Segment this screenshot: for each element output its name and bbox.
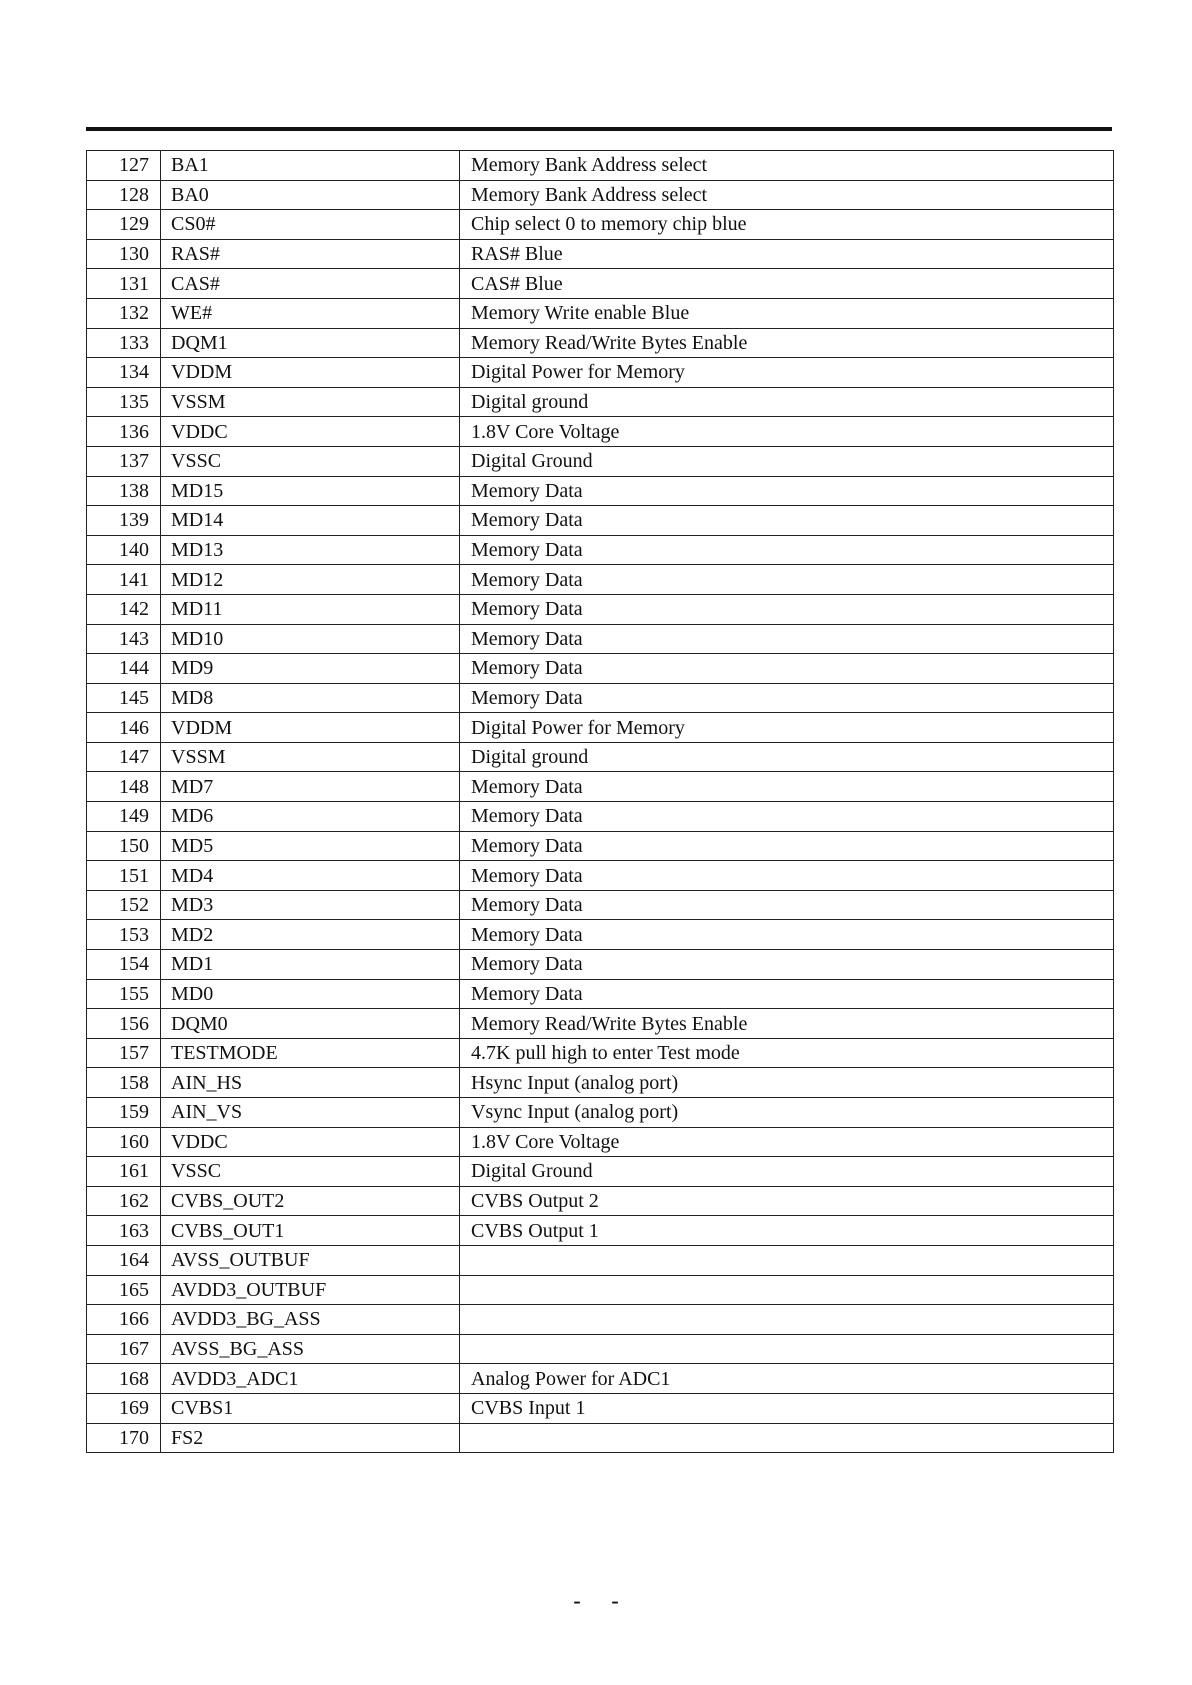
table-row <box>87 861 1114 891</box>
pin-number-cell: 145 <box>87 683 161 713</box>
pin-number-cell: 135 <box>87 387 161 417</box>
pin-number-cell: 170 <box>87 1423 161 1453</box>
table-row <box>87 979 1114 1009</box>
pin-name-cell: WE# <box>161 298 460 328</box>
table-row <box>87 387 1114 417</box>
pin-name-cell: VDDC <box>161 417 460 447</box>
pin-number-cell: 157 <box>87 1038 161 1068</box>
table-row <box>87 1009 1114 1039</box>
pin-description-cell: Memory Write enable Blue <box>460 298 1114 328</box>
pin-number-cell: 144 <box>87 654 161 684</box>
pin-description-cell <box>460 1334 1114 1364</box>
pin-name-cell: MD9 <box>161 654 460 684</box>
pin-description-cell: Memory Bank Address select <box>460 151 1114 181</box>
pin-table-body <box>87 151 1114 1453</box>
pin-number-cell: 155 <box>87 979 161 1009</box>
pin-description-cell: Memory Data <box>460 624 1114 654</box>
table-row <box>87 210 1114 240</box>
pin-name-cell: MD2 <box>161 920 460 950</box>
pin-description-cell: Digital Ground <box>460 1157 1114 1187</box>
pin-description-cell: Memory Data <box>460 802 1114 832</box>
pin-name-cell: CAS# <box>161 269 460 299</box>
pin-number-cell: 162 <box>87 1186 161 1216</box>
pin-number-cell: 160 <box>87 1127 161 1157</box>
pin-number-cell: 156 <box>87 1009 161 1039</box>
pin-description-cell: Memory Data <box>460 979 1114 1009</box>
pin-name-cell: MD0 <box>161 979 460 1009</box>
table-row <box>87 890 1114 920</box>
table-row <box>87 328 1114 358</box>
pin-number-cell: 133 <box>87 328 161 358</box>
table-row <box>87 1098 1114 1128</box>
table-row <box>87 594 1114 624</box>
table-row <box>87 506 1114 536</box>
table-row <box>87 358 1114 388</box>
pin-number-cell: 129 <box>87 210 161 240</box>
table-row <box>87 772 1114 802</box>
pin-number-cell: 168 <box>87 1364 161 1394</box>
pin-name-cell: VDDC <box>161 1127 460 1157</box>
pin-description-cell: 4.7K pull high to enter Test mode <box>460 1038 1114 1068</box>
pin-number-cell: 164 <box>87 1245 161 1275</box>
pin-name-cell: MD7 <box>161 772 460 802</box>
pin-number-cell: 165 <box>87 1275 161 1305</box>
pin-number-cell: 152 <box>87 890 161 920</box>
pin-name-cell: CS0# <box>161 210 460 240</box>
table-row <box>87 802 1114 832</box>
pin-name-cell: MD8 <box>161 683 460 713</box>
table-row <box>87 683 1114 713</box>
pin-name-cell: MD4 <box>161 861 460 891</box>
pin-name-cell: VSSM <box>161 742 460 772</box>
pin-number-cell: 141 <box>87 565 161 595</box>
table-row <box>87 1157 1114 1187</box>
pin-name-cell: BA0 <box>161 180 460 210</box>
pin-name-cell: CVBS_OUT2 <box>161 1186 460 1216</box>
pin-description-cell: Digital Power for Memory <box>460 713 1114 743</box>
pin-description-cell: Digital ground <box>460 742 1114 772</box>
pin-number-cell: 154 <box>87 950 161 980</box>
pin-name-cell: MD10 <box>161 624 460 654</box>
table-row <box>87 624 1114 654</box>
pin-number-cell: 147 <box>87 742 161 772</box>
pin-number-cell: 150 <box>87 831 161 861</box>
pin-description-cell: Analog Power for ADC1 <box>460 1364 1114 1394</box>
pin-name-cell: TESTMODE <box>161 1038 460 1068</box>
pin-name-cell: AVSS_BG_ASS <box>161 1334 460 1364</box>
pin-description-cell: Memory Bank Address select <box>460 180 1114 210</box>
pin-description-cell: Vsync Input (analog port) <box>460 1098 1114 1128</box>
table-row <box>87 1423 1114 1453</box>
pin-description-cell: Memory Data <box>460 683 1114 713</box>
table-row <box>87 1275 1114 1305</box>
table-row <box>87 269 1114 299</box>
pin-name-cell: AIN_VS <box>161 1098 460 1128</box>
table-row <box>87 1393 1114 1423</box>
pin-description-cell: Digital ground <box>460 387 1114 417</box>
pin-number-cell: 169 <box>87 1393 161 1423</box>
pin-description-cell: Memory Data <box>460 890 1114 920</box>
page-footer <box>0 1588 1192 1614</box>
pin-number-cell: 159 <box>87 1098 161 1128</box>
table-row <box>87 298 1114 328</box>
pin-name-cell: MD14 <box>161 506 460 536</box>
pin-table <box>86 150 1114 1453</box>
pin-description-cell: RAS# Blue <box>460 239 1114 269</box>
pin-description-cell: Memory Data <box>460 506 1114 536</box>
pin-description-cell: Memory Read/Write Bytes Enable <box>460 1009 1114 1039</box>
table-row <box>87 1038 1114 1068</box>
footer-dash-left: - <box>573 1588 581 1613</box>
pin-number-cell: 161 <box>87 1157 161 1187</box>
pin-name-cell: MD3 <box>161 890 460 920</box>
table-row <box>87 1127 1114 1157</box>
pin-number-cell: 140 <box>87 535 161 565</box>
pin-description-cell: Digital Ground <box>460 446 1114 476</box>
pin-description-cell: Memory Data <box>460 920 1114 950</box>
pin-name-cell: AVDD3_OUTBUF <box>161 1275 460 1305</box>
pin-name-cell: CVBS1 <box>161 1393 460 1423</box>
pin-name-cell: VSSM <box>161 387 460 417</box>
pin-description-cell <box>460 1305 1114 1335</box>
pin-number-cell: 131 <box>87 269 161 299</box>
pin-name-cell: VSSC <box>161 1157 460 1187</box>
table-row <box>87 742 1114 772</box>
table-row <box>87 151 1114 181</box>
pin-number-cell: 132 <box>87 298 161 328</box>
pin-number-cell: 158 <box>87 1068 161 1098</box>
pin-description-cell <box>460 1245 1114 1275</box>
pin-name-cell: AVDD3_BG_ASS <box>161 1305 460 1335</box>
table-row <box>87 1216 1114 1246</box>
pin-description-cell: Memory Data <box>460 535 1114 565</box>
table-row <box>87 920 1114 950</box>
pin-description-cell: Memory Data <box>460 654 1114 684</box>
pin-name-cell: MD1 <box>161 950 460 980</box>
pin-description-cell: Memory Data <box>460 594 1114 624</box>
table-row <box>87 1334 1114 1364</box>
pin-name-cell: DQM0 <box>161 1009 460 1039</box>
table-row <box>87 1068 1114 1098</box>
pin-number-cell: 149 <box>87 802 161 832</box>
pin-number-cell: 137 <box>87 446 161 476</box>
pin-name-cell: BA1 <box>161 151 460 181</box>
table-row <box>87 713 1114 743</box>
pin-name-cell: RAS# <box>161 239 460 269</box>
pin-name-cell: FS2 <box>161 1423 460 1453</box>
pin-number-cell: 146 <box>87 713 161 743</box>
pin-number-cell: 128 <box>87 180 161 210</box>
pin-name-cell: CVBS_OUT1 <box>161 1216 460 1246</box>
pin-description-cell <box>460 1275 1114 1305</box>
pin-number-cell: 143 <box>87 624 161 654</box>
table-row <box>87 1364 1114 1394</box>
pin-number-cell: 142 <box>87 594 161 624</box>
pin-description-cell: 1.8V Core Voltage <box>460 1127 1114 1157</box>
table-row <box>87 180 1114 210</box>
pin-number-cell: 153 <box>87 920 161 950</box>
pin-number-cell: 138 <box>87 476 161 506</box>
pin-number-cell: 151 <box>87 861 161 891</box>
pin-description-cell: Memory Data <box>460 476 1114 506</box>
pin-name-cell: VSSC <box>161 446 460 476</box>
pin-name-cell: AIN_HS <box>161 1068 460 1098</box>
table-row <box>87 1186 1114 1216</box>
table-row <box>87 565 1114 595</box>
pin-description-cell: CVBS Output 1 <box>460 1216 1114 1246</box>
pin-description-cell: Digital Power for Memory <box>460 358 1114 388</box>
pin-name-cell: DQM1 <box>161 328 460 358</box>
pin-description-cell <box>460 1423 1114 1453</box>
table-row <box>87 239 1114 269</box>
pin-description-cell: Memory Data <box>460 861 1114 891</box>
table-row <box>87 476 1114 506</box>
pin-name-cell: MD11 <box>161 594 460 624</box>
pin-number-cell: 134 <box>87 358 161 388</box>
pin-number-cell: 136 <box>87 417 161 447</box>
pin-description-cell: CAS# Blue <box>460 269 1114 299</box>
table-row <box>87 417 1114 447</box>
table-row <box>87 831 1114 861</box>
table-row <box>87 535 1114 565</box>
pin-number-cell: 130 <box>87 239 161 269</box>
pin-description-cell: Memory Data <box>460 565 1114 595</box>
pin-number-cell: 148 <box>87 772 161 802</box>
pin-description-cell: CVBS Output 2 <box>460 1186 1114 1216</box>
pin-name-cell: AVSS_OUTBUF <box>161 1245 460 1275</box>
pin-description-cell: Hsync Input (analog port) <box>460 1068 1114 1098</box>
footer-dash-right: - <box>611 1588 619 1613</box>
pin-name-cell: VDDM <box>161 358 460 388</box>
pin-name-cell: AVDD3_ADC1 <box>161 1364 460 1394</box>
pin-name-cell: MD15 <box>161 476 460 506</box>
table-row <box>87 654 1114 684</box>
pin-description-cell: 1.8V Core Voltage <box>460 417 1114 447</box>
header-rule <box>86 127 1112 131</box>
pin-number-cell: 139 <box>87 506 161 536</box>
pin-name-cell: MD5 <box>161 831 460 861</box>
pin-number-cell: 167 <box>87 1334 161 1364</box>
pin-description-cell: CVBS Input 1 <box>460 1393 1114 1423</box>
pin-number-cell: 163 <box>87 1216 161 1246</box>
pin-name-cell: VDDM <box>161 713 460 743</box>
pin-name-cell: MD13 <box>161 535 460 565</box>
table-row <box>87 1245 1114 1275</box>
pin-name-cell: MD6 <box>161 802 460 832</box>
table-row <box>87 950 1114 980</box>
pin-number-cell: 127 <box>87 151 161 181</box>
pin-description-cell: Memory Data <box>460 831 1114 861</box>
pin-description-cell: Memory Read/Write Bytes Enable <box>460 328 1114 358</box>
pin-description-cell: Chip select 0 to memory chip blue <box>460 210 1114 240</box>
table-row <box>87 446 1114 476</box>
pin-number-cell: 166 <box>87 1305 161 1335</box>
pin-description-cell: Memory Data <box>460 772 1114 802</box>
pin-description-cell: Memory Data <box>460 950 1114 980</box>
pin-name-cell: MD12 <box>161 565 460 595</box>
table-row <box>87 1305 1114 1335</box>
